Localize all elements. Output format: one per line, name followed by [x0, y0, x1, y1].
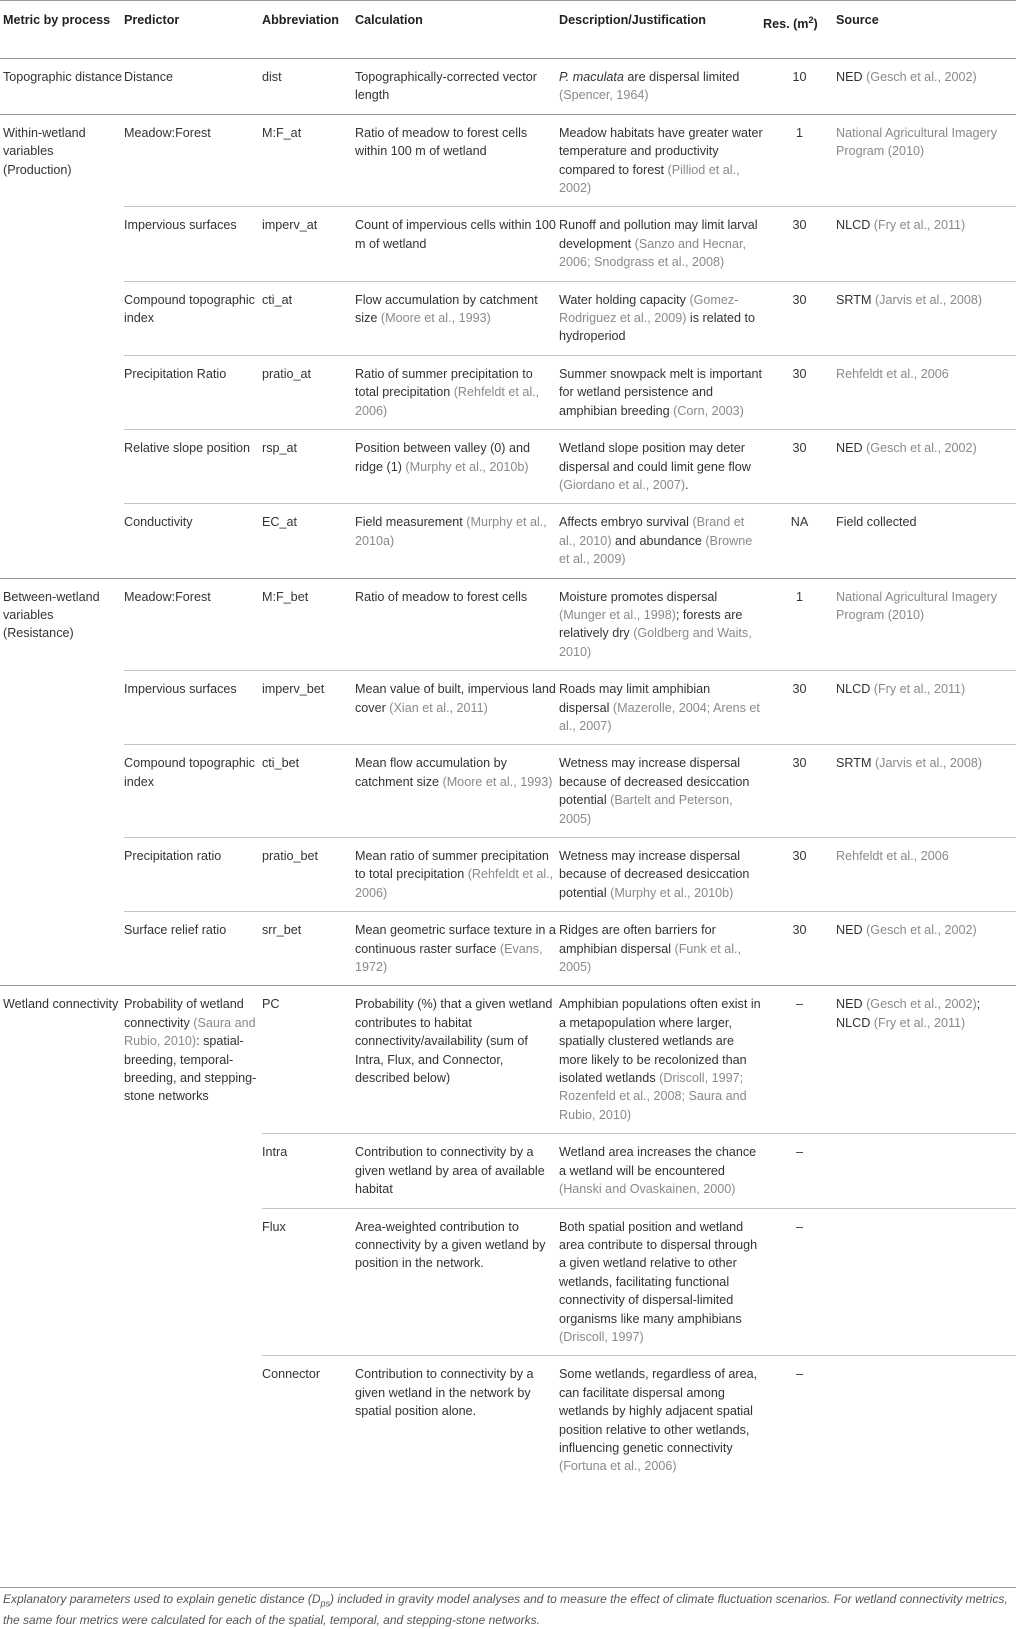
source-cell: NLCD (Fry et al., 2011) — [836, 671, 1016, 745]
source-cell — [836, 1208, 1016, 1356]
calculation-cell: Ratio of meadow to forest cells — [355, 578, 559, 671]
table-row — [0, 1208, 1016, 1356]
table-row — [0, 578, 1016, 671]
predictor-cell: Relative slope position — [124, 430, 262, 504]
table-row — [0, 745, 1016, 838]
calculation-cell: Count of impervious cells within 100 m of wetland — [355, 207, 559, 281]
abbreviation-cell: cti_bet — [262, 745, 355, 838]
description-cell: Moisture promotes dispersal (Munger et al., 1998); forests are relatively dry (Goldberg and Waits, 2010) — [559, 578, 763, 671]
abbreviation-cell: Flux — [262, 1208, 355, 1356]
abbreviation-cell: EC_at — [262, 504, 355, 578]
description-cell: Summer snowpack melt is important for wetland persistence and amphibian breeding (Corn, 2003) — [559, 355, 763, 429]
group-label: Within-wetland variables (Production) — [0, 114, 124, 578]
description-cell: Wetland slope position may deter dispersal and could limit gene flow (Giordano et al., 2007). — [559, 430, 763, 504]
description-cell: Ridges are often barriers for amphibian dispersal (Funk et al., 2005) — [559, 912, 763, 986]
description-cell: Wetness may increase dispersal because of decreased desiccation potential (Murphy et al., 2010b) — [559, 838, 763, 912]
table-row — [0, 504, 1016, 578]
calculation-cell: Contribution to connectivity by a given wetland in the network by spatial position alone. — [355, 1356, 559, 1485]
abbreviation-cell: pratio_bet — [262, 838, 355, 912]
source-cell: SRTM (Jarvis et al., 2008) — [836, 281, 1016, 355]
resolution-cell: 1 — [763, 114, 836, 207]
source-cell: SRTM (Jarvis et al., 2008) — [836, 745, 1016, 838]
predictor-cell: Distance — [124, 70, 173, 84]
empty-cell — [0, 1356, 124, 1485]
source-cell: NED (Gesch et al., 2002); NLCD (Fry et al., 2011) — [836, 986, 1016, 1134]
header-abbreviation: Abbreviation — [262, 13, 339, 27]
source-cell — [836, 1134, 1016, 1208]
footnote-rule — [0, 1587, 1016, 1588]
predictor-cell: Meadow:Forest — [124, 578, 262, 671]
table-row — [0, 281, 1016, 355]
calculation-cell: Mean flow accumulation by catchment size (Moore et al., 1993) — [355, 745, 559, 838]
predictor-cell: Surface relief ratio — [124, 912, 262, 986]
resolution-cell: – — [763, 986, 836, 1134]
calculation-cell: Contribution to connectivity by a given wetland by area of available habitat — [355, 1134, 559, 1208]
header-description: Description/Justification — [559, 13, 706, 27]
source-cell: Field collected — [836, 504, 1016, 578]
predictor-cell: Precipitation ratio — [124, 838, 262, 912]
abbreviation-cell: srr_bet — [262, 912, 355, 986]
source-cell — [836, 1356, 1016, 1485]
description-cell: Roads may limit amphibian dispersal (Mazerolle, 2004; Arens et al., 2007) — [559, 671, 763, 745]
table-row — [0, 59, 1016, 115]
source-cell: NED (Gesch et al., 2002) — [836, 70, 977, 84]
table-row — [0, 912, 1016, 986]
description-cell: Both spatial position and wetland area contribute to dispersal through a given wetland relative to other wetlands, facilitating functional connectivity of dispersal-limited organisms like many amphibians (Driscoll, 1997) — [559, 1208, 763, 1356]
resolution-cell: 30 — [763, 281, 836, 355]
description-cell: Some wetlands, regardless of area, can facilitate dispersal among wetlands by highly adjacent spatial position relative to other wetlands, influencing genetic connectivity (Fortuna et al., 2006) — [559, 1356, 763, 1485]
predictor-cell: Probability of wetland connectivity (Saura and Rubio, 2010): spatial-breeding, temporal-breeding, and stepping-stone networks — [124, 986, 262, 1134]
table-row — [0, 671, 1016, 745]
calculation-cell: Mean value of built, impervious land cover (Xian et al., 2011) — [355, 671, 559, 745]
resolution-cell: – — [763, 1356, 836, 1485]
calculation-cell: Probability (%) that a given wetland contributes to habitat connectivity/availability (sum of Intra, Flux, and Connector, described below) — [355, 986, 559, 1134]
table-row — [0, 207, 1016, 281]
resolution-cell: 30 — [763, 838, 836, 912]
table-row — [0, 986, 1016, 1134]
resolution-cell: 30 — [763, 430, 836, 504]
description-cell: P. maculata are dispersal limited (Spencer, 1964) — [559, 70, 740, 103]
description-cell: Water holding capacity (Gomez-Rodriguez et al., 2009) is related to hydroperiod — [559, 281, 763, 355]
header-calculation: Calculation — [355, 13, 423, 27]
description-cell: Affects embryo survival (Brand et al., 2010) and abundance (Browne et al., 2009) — [559, 504, 763, 578]
predictor-cell: Compound topographic index — [124, 281, 262, 355]
abbreviation-cell: dist — [262, 70, 282, 84]
header-source: Source — [836, 13, 879, 27]
source-cell: Rehfeldt et al., 2006 — [836, 838, 1016, 912]
abbreviation-cell: M:F_at — [262, 114, 355, 207]
resolution-cell: 30 — [763, 207, 836, 281]
predictor-cell: Precipitation Ratio — [124, 355, 262, 429]
predictor-cell: Meadow:Forest — [124, 114, 262, 207]
resolution-cell: – — [763, 1134, 836, 1208]
header-predictor: Predictor — [124, 13, 180, 27]
resolution-cell: 30 — [763, 355, 836, 429]
abbreviation-cell: PC — [262, 986, 355, 1134]
group-label: Wetland connectivity — [0, 986, 124, 1134]
predictor-cell: Impervious surfaces — [124, 671, 262, 745]
table-row — [0, 114, 1016, 207]
calculation-cell: Topographically-corrected vector length — [355, 70, 537, 103]
empty-cell — [124, 1208, 262, 1356]
empty-cell — [124, 1134, 262, 1208]
header-metric: Metric by process — [3, 13, 111, 27]
group-label: Between-wetland variables (Resistance) — [0, 578, 124, 986]
source-cell: NED (Gesch et al., 2002) — [836, 430, 1016, 504]
abbreviation-cell: Connector — [262, 1356, 355, 1485]
table-row — [0, 838, 1016, 912]
source-cell: NLCD (Fry et al., 2011) — [836, 207, 1016, 281]
predictor-cell: Impervious surfaces — [124, 207, 262, 281]
resolution-cell: 30 — [763, 671, 836, 745]
source-cell: NED (Gesch et al., 2002) — [836, 912, 1016, 986]
abbreviation-cell: imperv_at — [262, 207, 355, 281]
header-row — [0, 1, 1016, 59]
calculation-cell: Ratio of summer precipitation to total precipitation (Rehfeldt et al., 2006) — [355, 355, 559, 429]
abbreviation-cell: M:F_bet — [262, 578, 355, 671]
empty-cell — [0, 1208, 124, 1356]
source-cell: Rehfeldt et al., 2006 — [836, 355, 1016, 429]
table-footnote: Explanatory parameters used to explain genetic distance $(D_{ps})$ included in gravity model analyses and to measure the effect of climate fluctuation scenarios. For wetland connectivity metrics, the same four metrics were calculated for each of the spatial, temporal, and stepping-stone networks. — [3, 1592, 1008, 1628]
table-row — [0, 1134, 1016, 1208]
calculation-cell: Flow accumulation by catchment size (Moore et al., 1993) — [355, 281, 559, 355]
abbreviation-cell: cti_at — [262, 281, 355, 355]
table-row — [0, 355, 1016, 429]
table-row — [0, 430, 1016, 504]
abbreviation-cell: imperv_bet — [262, 671, 355, 745]
calculation-cell: Mean geometric surface texture in a continuous raster surface (Evans, 1972) — [355, 912, 559, 986]
description-cell: Runoff and pollution may limit larval development (Sanzo and Hecnar, 2006; Snodgrass et al., 2008) — [559, 207, 763, 281]
resolution-cell: – — [763, 1208, 836, 1356]
header-resolution: Res. $(m^2)$ — [763, 15, 818, 32]
abbreviation-cell: Intra — [262, 1134, 355, 1208]
description-cell: Wetland area increases the chance a wetland will be encountered (Hanski and Ovaskainen, 2000) — [559, 1134, 763, 1208]
resolution-cell: 1 — [763, 578, 836, 671]
resolution-cell: 30 — [763, 912, 836, 986]
resolution-cell: 30 — [763, 745, 836, 838]
calculation-cell: Position between valley (0) and ridge (1) (Murphy et al., 2010b) — [355, 430, 559, 504]
description-cell: Amphibian populations often exist in a metapopulation where larger, spatially clustered wetlands are more likely to be recolonized than isolated wetlands (Driscoll, 1997; Rozenfeld et al., 2008; Saura and Rubio, 2010) — [559, 986, 763, 1134]
predictor-cell: Compound topographic index — [124, 745, 262, 838]
calculation-cell: Mean ratio of summer precipitation to total precipitation (Rehfeldt et al., 2006) — [355, 838, 559, 912]
predictor-cell: Conductivity — [124, 504, 262, 578]
group-label: Topographic distance — [3, 70, 123, 84]
abbreviation-cell: rsp_at — [262, 430, 355, 504]
calculation-cell: Field measurement (Murphy et al., 2010a) — [355, 504, 559, 578]
resolution-cell: 10 — [792, 70, 807, 84]
source-cell: National Agricultural Imagery Program (2010) — [836, 114, 1016, 207]
calculation-cell: Area-weighted contribution to connectivity by a given wetland by position in the network. — [355, 1208, 559, 1356]
abbreviation-cell: pratio_at — [262, 355, 355, 429]
empty-cell — [124, 1356, 262, 1485]
table-row — [0, 1356, 1016, 1485]
resolution-cell: NA — [763, 504, 836, 578]
description-cell: Wetness may increase dispersal because of decreased desiccation potential (Bartelt and Peterson, 2005) — [559, 745, 763, 838]
calculation-cell: Ratio of meadow to forest cells within 100 m of wetland — [355, 114, 559, 207]
description-cell: Meadow habitats have greater water temperature and productivity compared to forest (Pilliod et al., 2002) — [559, 114, 763, 207]
empty-cell — [0, 1134, 124, 1208]
source-cell: National Agricultural Imagery Program (2010) — [836, 578, 1016, 671]
